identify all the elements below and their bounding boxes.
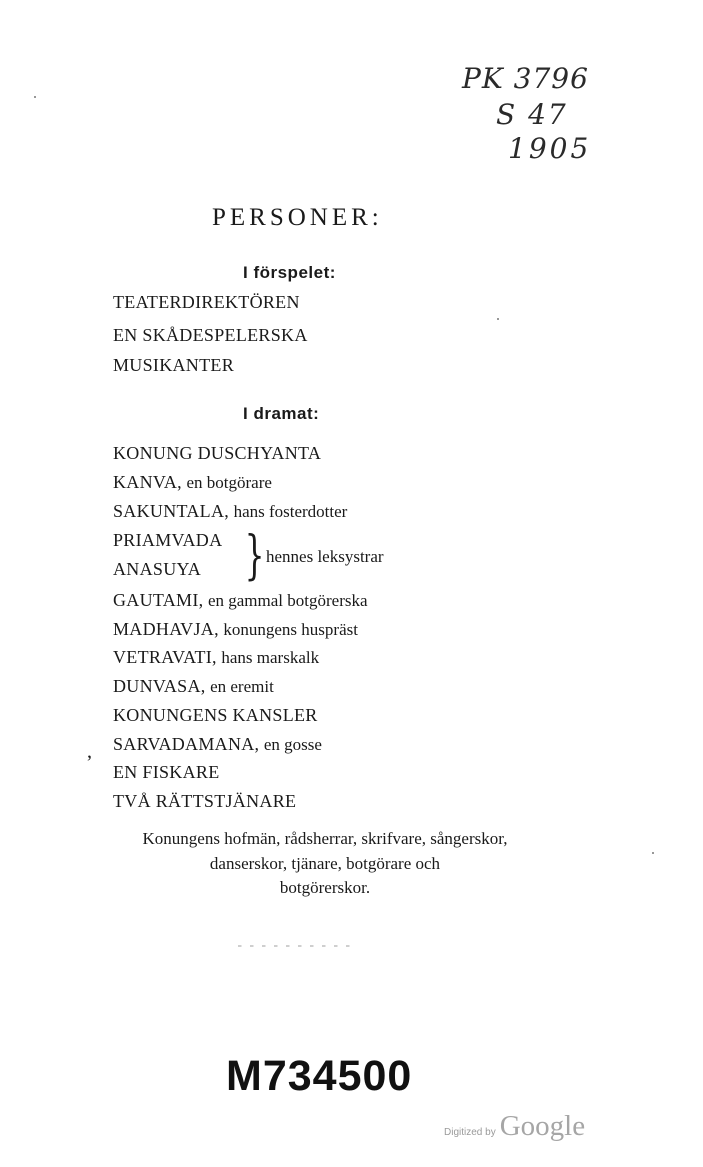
role-name: EN FISKARE xyxy=(113,762,220,782)
extras-line-1: Konungens hofmän, rådsherrar, skrifvare, sångerskor, xyxy=(142,829,508,848)
role-name: KANVA, xyxy=(113,472,182,492)
role-name: DUNVASA, xyxy=(113,676,206,696)
role-name: TEATERDIREKTÖREN xyxy=(113,292,300,312)
role-line xyxy=(113,676,274,697)
role-description: konungens huspräst xyxy=(223,620,358,639)
role-description: hans fosterdotter xyxy=(233,502,348,521)
role-name: PRIAMVADA xyxy=(113,530,223,550)
role-name: SAKUNTALA, xyxy=(113,501,230,521)
extras-line-2: danserskor, tjänare, botgörare och xyxy=(209,854,441,873)
library-accession-stamp: M734500 xyxy=(226,1052,413,1100)
role-line xyxy=(113,472,272,493)
role-name: GAUTAMI, xyxy=(113,590,204,610)
role-line xyxy=(113,590,368,611)
role-line xyxy=(113,325,308,346)
role-description: en eremit xyxy=(210,677,274,696)
role-name: MADHAVJA, xyxy=(113,619,219,639)
role-name: TVÅ RÄTTSTJÄNARE xyxy=(113,791,297,811)
paper-speck xyxy=(34,96,36,98)
prelude-heading: I förspelet: xyxy=(243,263,336,282)
role-line xyxy=(113,647,319,668)
curly-brace-icon: } xyxy=(244,526,265,586)
role-description: en gammal botgörerska xyxy=(207,591,368,610)
drama-heading: I dramat: xyxy=(243,404,320,423)
role-description: en gosse xyxy=(263,735,322,754)
call-number-line-1: PK 3796 xyxy=(462,62,589,95)
google-wordmark: Google xyxy=(499,1110,586,1142)
role-name: VETRAVATI, xyxy=(113,647,217,667)
digitized-by-label: Digitized by xyxy=(444,1127,496,1138)
role-line xyxy=(113,501,347,522)
role-name: KONUNGENS KANSLER xyxy=(113,705,318,725)
role-line xyxy=(113,791,296,812)
brace-description: hennes leksystrar xyxy=(266,547,384,566)
paper-speck xyxy=(652,852,654,854)
role-name: SARVADAMANA, xyxy=(113,734,260,754)
pencil-mark: ʼ xyxy=(86,752,93,774)
page-heading: PERSONER: xyxy=(212,204,383,231)
role-name: MUSIKANTER xyxy=(113,355,235,375)
role-line xyxy=(113,443,321,464)
role-line xyxy=(113,734,322,755)
role-line xyxy=(113,762,220,783)
role-line xyxy=(113,355,234,376)
role-name: KONUNG DUSCHYANTA xyxy=(113,443,322,463)
role-line xyxy=(113,559,201,580)
role-name: EN SKÅDESPELERSKA xyxy=(113,325,308,345)
call-number-line-2: S 47 xyxy=(496,98,568,131)
role-description: hans marskalk xyxy=(221,648,320,667)
role-line xyxy=(113,292,300,313)
role-description: en botgörare xyxy=(186,473,272,492)
role-line xyxy=(113,619,358,640)
call-number-line-3: 1905 xyxy=(508,132,592,165)
paper-speck xyxy=(497,318,499,320)
extras-line-3: botgörerskor. xyxy=(279,878,371,897)
digitized-by-google-watermark xyxy=(444,1110,585,1143)
role-name: ANASUYA xyxy=(113,559,202,579)
role-line xyxy=(113,530,222,551)
faint-show-through-line xyxy=(238,945,350,947)
role-line xyxy=(113,705,318,726)
